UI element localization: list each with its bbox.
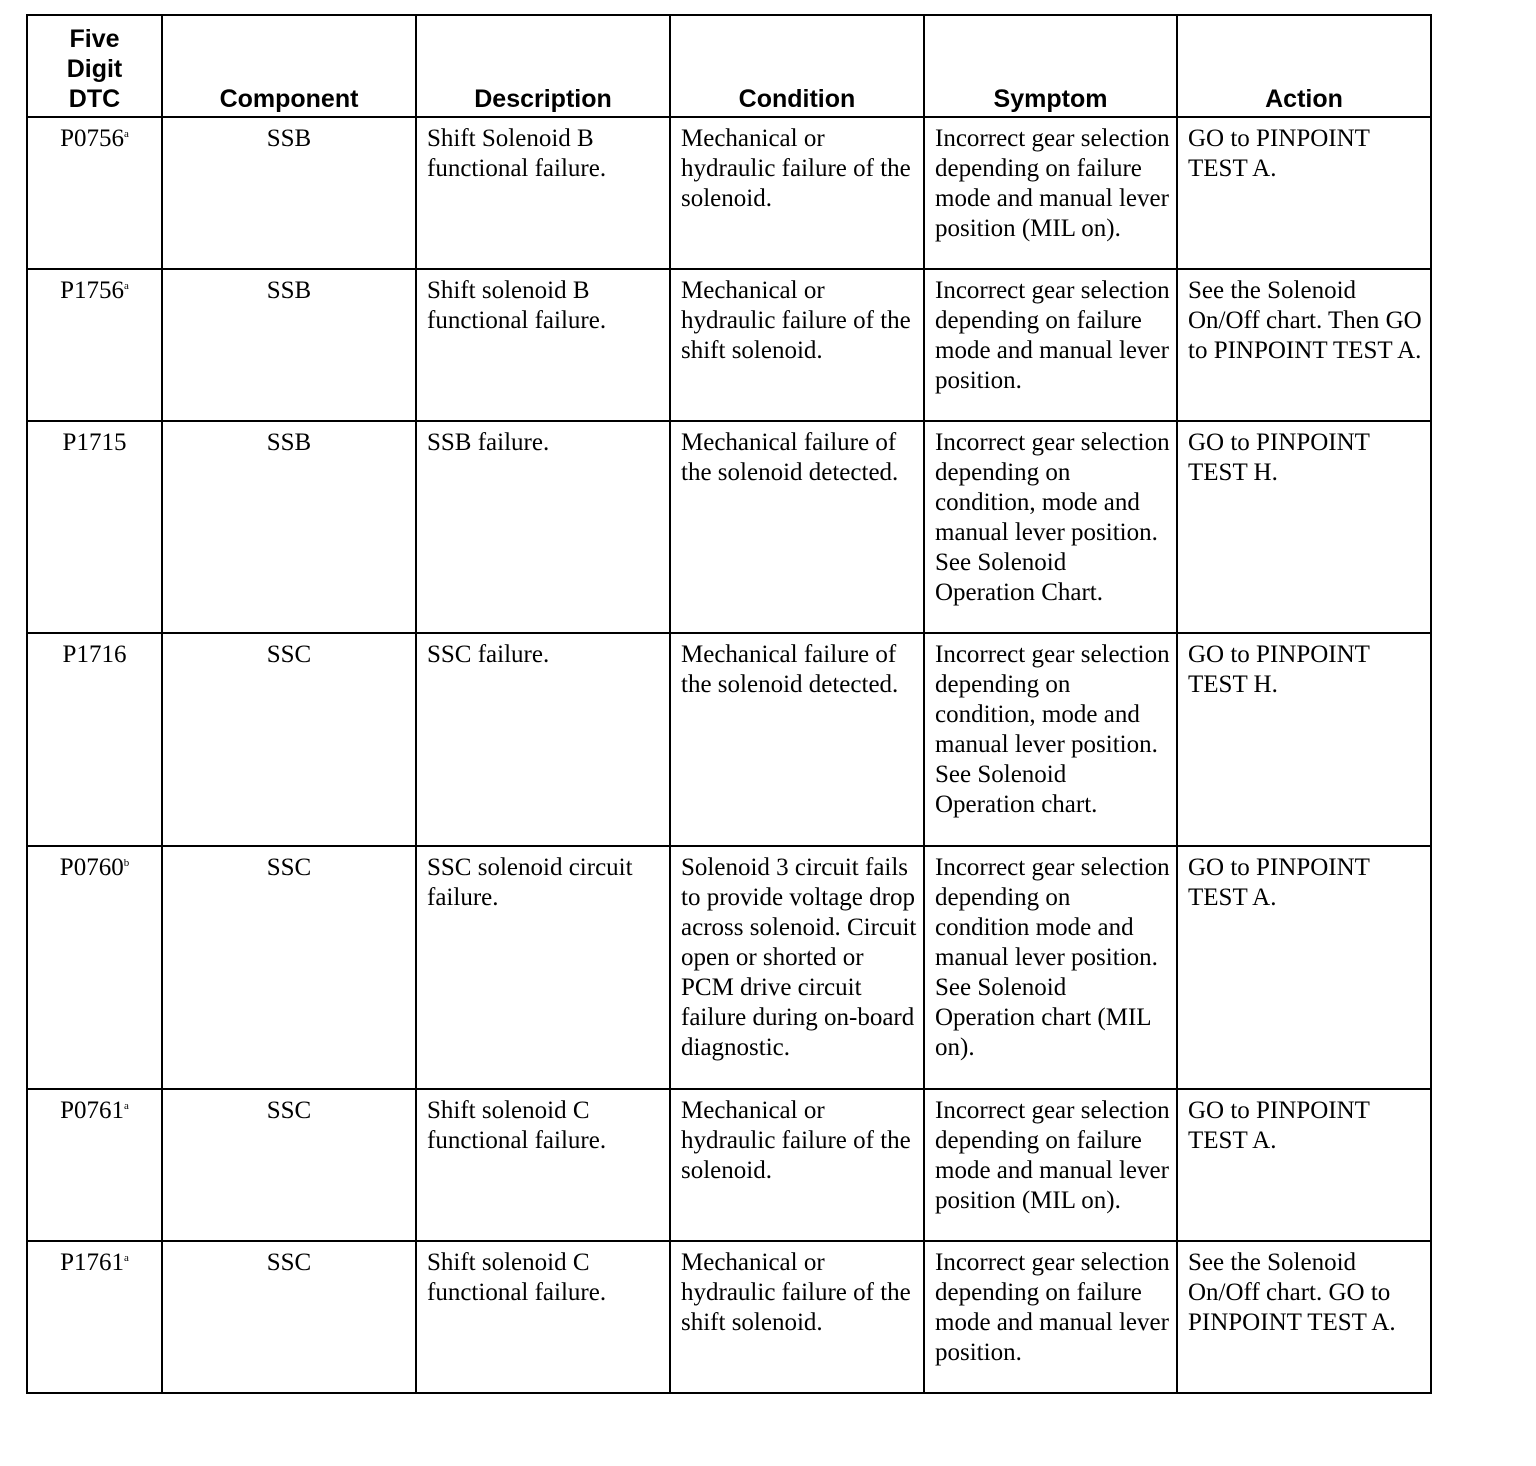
description-cell: Shift solenoid B functional failure. — [416, 269, 670, 421]
header-dtc-line: Digit — [66, 55, 123, 83]
header-dtc-line: DTC — [68, 85, 121, 113]
component-cell: SSC — [162, 633, 416, 846]
component-cell: SSC — [162, 1089, 416, 1241]
dtc-code: P1716 — [62, 641, 127, 668]
header-component: Component — [162, 15, 416, 117]
description-cell: SSC solenoid circuit failure. — [416, 846, 670, 1089]
component-cell: SSB — [162, 269, 416, 421]
dtc-code: P0756 — [60, 125, 124, 152]
symptom-cell: Incorrect gear selection depending on failure mode and manual lever position (MIL on). — [924, 1089, 1177, 1241]
description-cell: Shift solenoid C functional failure. — [416, 1089, 670, 1241]
symptom-cell: Incorrect gear selection depending on condition, mode and manual lever position. See Solenoid Operation Chart. — [924, 421, 1177, 633]
dtc-cell — [27, 1089, 162, 1241]
header-action: Action — [1177, 15, 1431, 117]
condition-cell: Solenoid 3 circuit fails to provide voltage drop across solenoid. Circuit open or shorted or PCM drive circuit failure during on-board diagnostic. — [670, 846, 924, 1089]
dtc-cell — [27, 117, 162, 269]
table-row — [27, 117, 1431, 269]
header-dtc-line: Five — [69, 25, 120, 53]
action-cell: GO to PINPOINT TEST A. — [1177, 1089, 1431, 1241]
description-cell: Shift solenoid C functional failure. — [416, 1241, 670, 1393]
symptom-cell: Incorrect gear selection depending on condition mode and manual lever position. See Solenoid Operation chart (MIL on). — [924, 846, 1177, 1089]
dtc-code: P1761 — [60, 1249, 124, 1276]
condition-cell: Mechanical failure of the solenoid detected. — [670, 633, 924, 846]
dtc-cell — [27, 633, 162, 846]
action-cell: GO to PINPOINT TEST A. — [1177, 117, 1431, 269]
dtc-code: P1715 — [62, 429, 127, 456]
action-cell: See the Solenoid On/Off chart. Then GO to PINPOINT TEST A. — [1177, 269, 1431, 421]
header-description: Description — [416, 15, 670, 117]
footnote-marker: b — [123, 857, 130, 869]
table-row — [27, 1089, 1431, 1241]
table-row — [27, 846, 1431, 1089]
description-cell: SSC failure. — [416, 633, 670, 846]
footnote-marker: a — [124, 280, 129, 292]
dtc-cell — [27, 421, 162, 633]
symptom-cell: Incorrect gear selection depending on failure mode and manual lever position. — [924, 1241, 1177, 1393]
table-row — [27, 421, 1431, 633]
dtc-cell — [27, 269, 162, 421]
symptom-cell: Incorrect gear selection depending on failure mode and manual lever position (MIL on). — [924, 117, 1177, 269]
component-cell: SSB — [162, 117, 416, 269]
table-row — [27, 1241, 1431, 1393]
condition-cell: Mechanical or hydraulic failure of the shift solenoid. — [670, 269, 924, 421]
action-cell: GO to PINPOINT TEST H. — [1177, 421, 1431, 633]
dtc-code: P1756 — [60, 277, 124, 304]
table-row — [27, 269, 1431, 421]
action-cell: See the Solenoid On/Off chart. GO to PINPOINT TEST A. — [1177, 1241, 1431, 1393]
condition-cell: Mechanical or hydraulic failure of the solenoid. — [670, 117, 924, 269]
dtc-code: P0760 — [59, 854, 124, 881]
table-row — [27, 633, 1431, 846]
footnote-marker: a — [124, 1100, 129, 1112]
action-cell: GO to PINPOINT TEST H. — [1177, 633, 1431, 846]
condition-cell: Mechanical failure of the solenoid detected. — [670, 421, 924, 633]
header-symptom: Symptom — [924, 15, 1177, 117]
description-cell: Shift Solenoid B functional failure. — [416, 117, 670, 269]
condition-cell: Mechanical or hydraulic failure of the solenoid. — [670, 1089, 924, 1241]
component-cell: SSB — [162, 421, 416, 633]
dtc-table — [26, 14, 1432, 1394]
action-cell: GO to PINPOINT TEST A. — [1177, 846, 1431, 1089]
description-cell: SSB failure. — [416, 421, 670, 633]
dtc-code: P0761 — [60, 1097, 124, 1124]
header-row — [27, 15, 1431, 117]
header-condition: Condition — [670, 15, 924, 117]
footnote-marker: a — [124, 128, 129, 140]
symptom-cell: Incorrect gear selection depending on failure mode and manual lever position. — [924, 269, 1177, 421]
condition-cell: Mechanical or hydraulic failure of the shift solenoid. — [670, 1241, 924, 1393]
header-dtc — [27, 15, 162, 117]
component-cell: SSC — [162, 1241, 416, 1393]
symptom-cell: Incorrect gear selection depending on condition, mode and manual lever position. See Solenoid Operation chart. — [924, 633, 1177, 846]
footnote-marker: a — [124, 1252, 129, 1264]
component-cell: SSC — [162, 846, 416, 1089]
dtc-cell — [27, 846, 162, 1089]
dtc-cell — [27, 1241, 162, 1393]
